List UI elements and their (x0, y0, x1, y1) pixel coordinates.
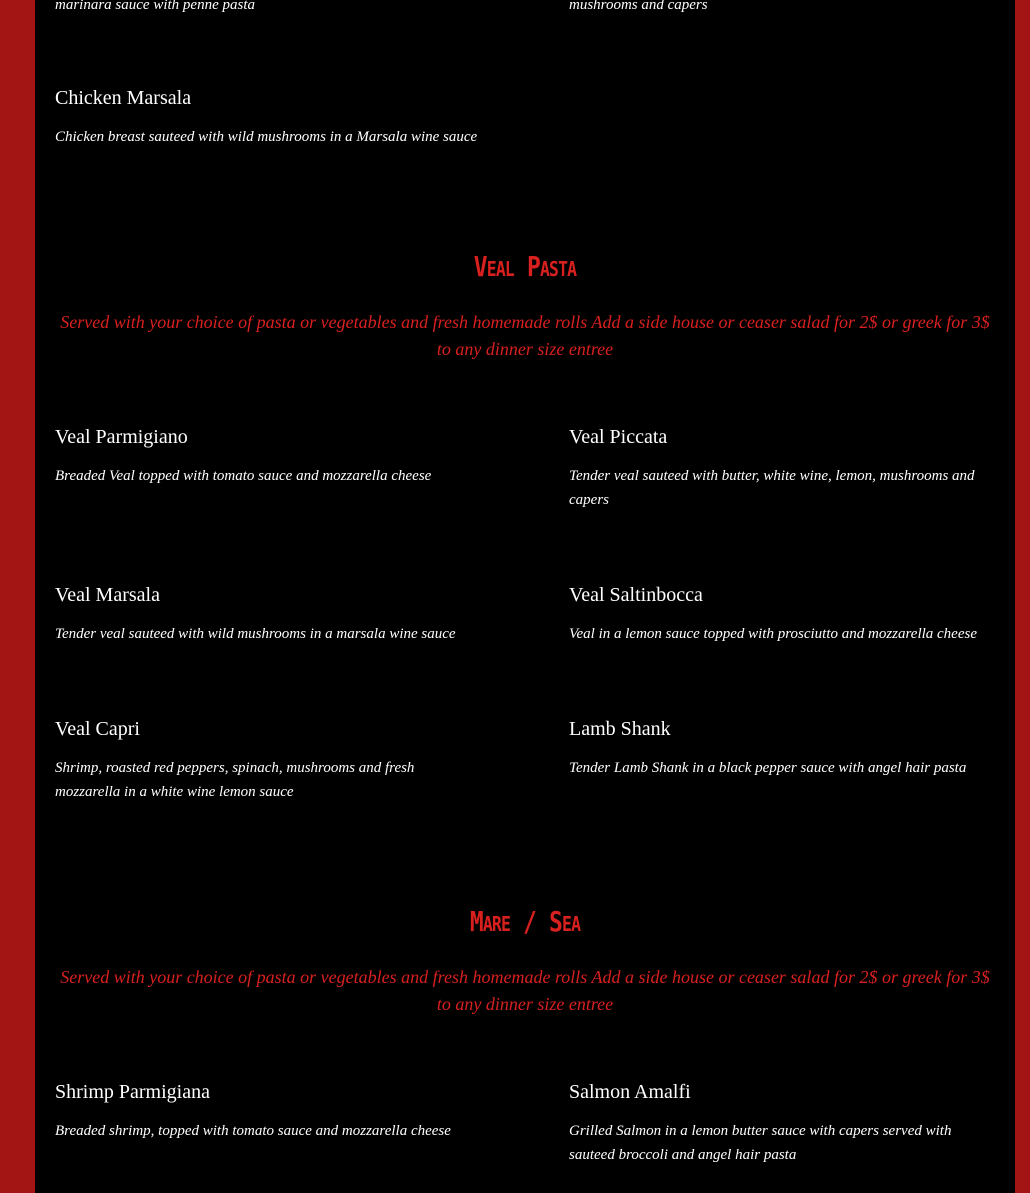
menu-item-description: Tender Lamb Shank in a black pepper sauce with angel hair pasta (569, 760, 967, 776)
menu-item-description: Chicken breast sauteed with wild mushrooms in a Marsala wine sauce (55, 129, 478, 145)
menu-item-name: Veal Capri (55, 718, 140, 740)
menu-item-description: Shrimp, roasted red peppers, spinach, mushrooms and fresh mozzarella in a white wine lemon sauce (55, 760, 415, 800)
menu-item-description: Grilled Salmon in a lemon butter sauce with capers served with sauteed broccoli and angel hair pasta (569, 1123, 952, 1163)
menu-item-name: Lamb Shank (569, 718, 671, 740)
menu-item-description: Breaded Veal topped with tomato sauce and mozzarella cheese (55, 468, 432, 484)
section-note: Served with your choice of pasta or vegetables and fresh homemade rolls Add a side house or ceaser salad for 2$ or greek for 3$ to any dinner size entree (60, 967, 990, 1014)
menu-item-name: Veal Saltinbocca (569, 584, 703, 606)
menu-item-name: Veal Marsala (55, 584, 160, 606)
menu-item-description: Veal in a lemon sauce topped with prosciutto and mozzarella cheese (569, 626, 977, 642)
menu-item-description: marinara sauce with penne pasta (55, 0, 255, 13)
menu-item-description: mushrooms and capers (569, 0, 708, 13)
section-note: Served with your choice of pasta or vegetables and fresh homemade rolls Add a side house or ceaser salad for 2$ or greek for 3$ to any dinner size entree (60, 312, 990, 359)
menu-item-name: Veal Piccata (569, 426, 668, 448)
menu-item-description: Tender veal sauteed with wild mushrooms in a marsala wine sauce (55, 626, 456, 642)
section-title: Veal Pasta (473, 250, 577, 283)
menu-item-name: Veal Parmigiano (55, 426, 188, 448)
menu-item-name: Salmon Amalfi (569, 1081, 691, 1103)
section-title: Mare / Sea (469, 905, 581, 938)
menu-item-name: Shrimp Parmigiana (55, 1081, 210, 1103)
menu-item-description: Tender veal sauteed with butter, white wine, lemon, mushrooms and capers (569, 468, 975, 508)
menu-panel (35, 0, 1015, 1193)
menu-item-description: Breaded shrimp, topped with tomato sauce and mozzarella cheese (55, 1123, 451, 1139)
menu-item-name: Chicken Marsala (55, 87, 192, 109)
